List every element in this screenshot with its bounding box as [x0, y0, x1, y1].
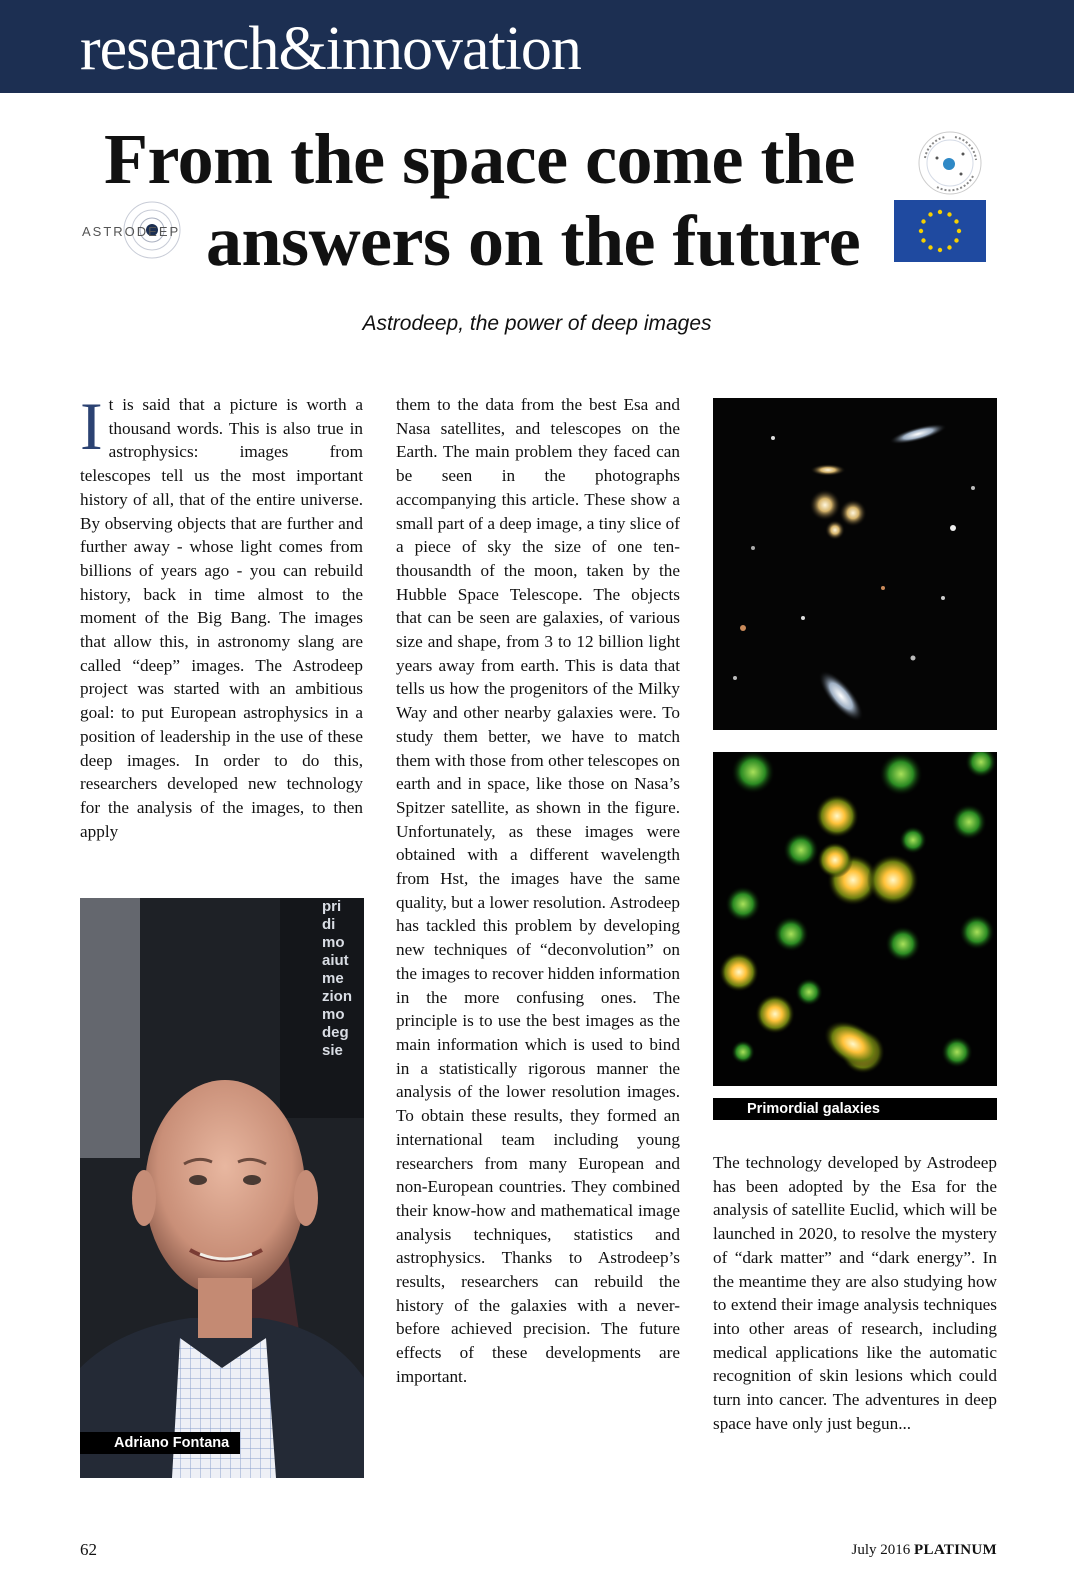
deep-field-image-hubble	[713, 398, 997, 730]
eu-star	[954, 219, 958, 223]
galaxies-caption: Primordial galaxies	[713, 1098, 997, 1120]
article-column-2: them to the data from the best Esa and Nasa satellites, and telescopes on the Earth. The main problem they faced can be seen in the photographs accompanying this article. These show a small part of a deep image, a tiny slice of a piece of sky the size of one ten-thousandth of the moon, taken by the Hubble Space Telescope. The objects that can be seen are galaxies, of various size and shape, from 3 to 12 billion light years away from earth. This is data that tells us how the progenitors of the Milky Way and other nearby galaxies were. To study them better, we have to match them with those from other telescopes on earth and in space, like those on Nasa’s Spitzer satellite, as shown in the figure. Unfortunately, as these images were obtained with a different wavelength from Hst, the images have the same quality, but a lower resolution. Astrodeep has tackled this problem by developing new techniques of “deconvolution” on the images to recover hidden information in the more confusing ones. The principle is to use the best images as the main information which is used to bind in a statistically rigorous manner the analysis of the lower resolution images. To obtain these results, they formed an international team including young researchers from many European and non-European countries. They combined their know-how and mathematical image analysis techniques, statistics and astrophysics. Thanks to Astrodeep’s results, researchers can rebuild the history of the galaxies with a never-before achieved precision. The future effects of these developments are important.	[396, 395, 680, 1386]
spitzer-illustration	[713, 752, 997, 1086]
article-column-1	[80, 388, 363, 843]
eu-star	[947, 245, 951, 249]
eu-star	[954, 238, 958, 242]
issue-info	[852, 1542, 997, 1559]
eu-star	[919, 229, 923, 233]
poster-word: zion	[322, 988, 352, 1005]
poster-word: me	[322, 970, 344, 987]
eu-star	[938, 248, 942, 252]
spitzer-image-galaxies	[713, 752, 997, 1086]
portrait-caption: Adriano Fontana	[80, 1432, 240, 1454]
portrait-photo	[80, 898, 364, 1478]
poster-word: deg	[322, 1024, 349, 1041]
column-1-text: t is said that a picture is worth a thousand words. This is also true in astrophysics: images from telescopes tell us the most important history of all, that of the entire universe. By observing objects that are further and further away - whose light comes from billions of years ago - you can rebuild history, back in time almost to the moment of the Big Bang. The images that allow this, in astronomy slang are called “deep” images. The Astrodeep project was started with an ambitious goal: to put European astrophysics in a position of leadership in the use of these deep images. In order to do this, researchers developed new technology for the analysis of the images, to then apply	[80, 395, 363, 841]
poster-word: aiut	[322, 952, 349, 969]
eu-star	[947, 212, 951, 216]
deep-field-illustration	[713, 398, 997, 730]
eu-star	[957, 229, 961, 233]
section-title: research&innovation	[80, 15, 581, 83]
section-header-band	[0, 0, 1074, 93]
poster-word: di	[322, 916, 336, 933]
astrodeep-logo-text: ASTRODEEP	[82, 224, 181, 239]
poster-word: mo	[322, 934, 345, 951]
poster-word: mo	[322, 1006, 345, 1023]
magazine-name: PLATINUM	[914, 1542, 997, 1558]
eu-star	[921, 238, 925, 242]
eu-flag-icon	[894, 200, 986, 262]
poster-word: pri	[322, 898, 342, 915]
poster-word: sie	[322, 1042, 343, 1059]
page-number: 62	[80, 1540, 97, 1559]
article-column-3: The technology developed by Astrodeep has been adopted by the Esa for the analysis of satellite Euclid, which will be launched in 2020, to resolve the mystery of “dark matter” and “dark energy”. In the meantime they are also studying how to extend their image analysis techniques into other areas of research, including medical applications like the automatic recognition of skin lesions which could turn into cancer. The adventures in deep space have only just begun...	[713, 1153, 997, 1433]
poster-text	[322, 898, 364, 1060]
research-program-circular-logo	[915, 128, 985, 198]
astrodeep-logo	[80, 200, 200, 264]
article-subtitle: Astrodeep, the power of deep images	[362, 312, 712, 335]
eu-star	[938, 210, 942, 214]
drop-cap: I	[80, 388, 103, 464]
eu-star	[928, 212, 932, 216]
eu-star	[928, 245, 932, 249]
issue-date: July 2016	[851, 1542, 911, 1558]
eu-star	[921, 219, 925, 223]
headline-line-2: answers on the future	[206, 201, 861, 281]
headline-line-1: From the space come the	[104, 119, 855, 199]
